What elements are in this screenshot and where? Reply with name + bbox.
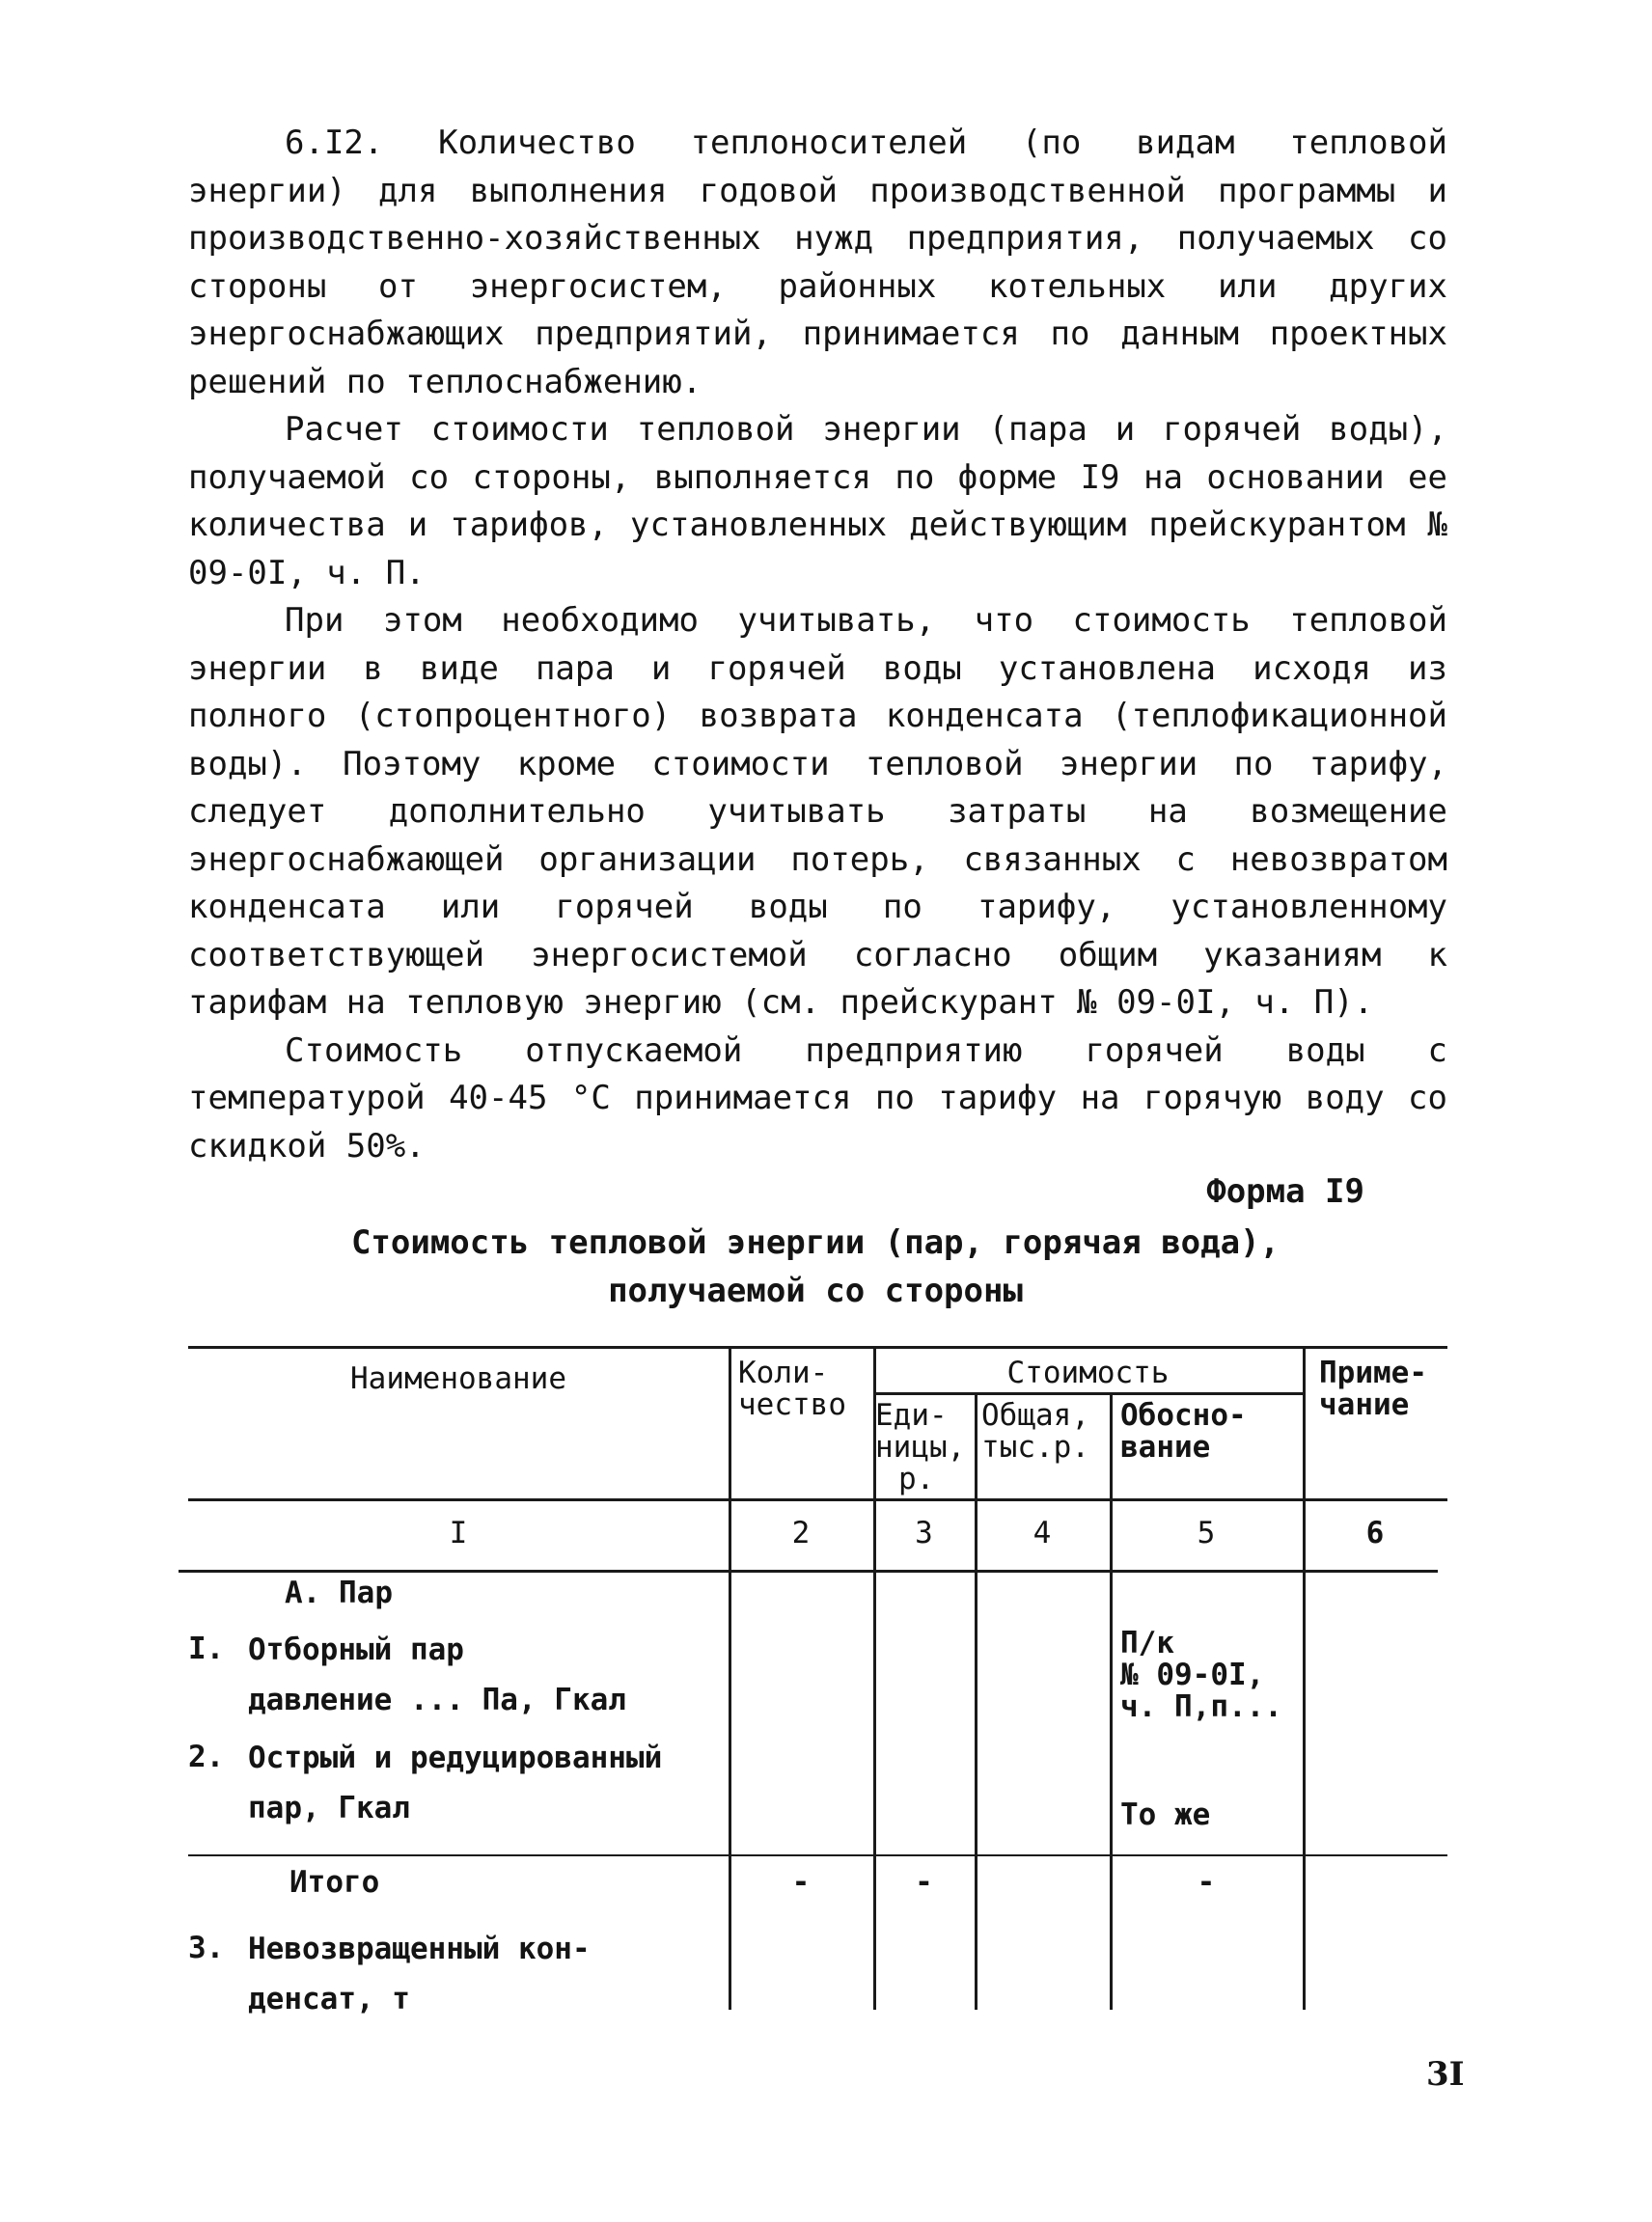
- header-qty: [738, 1358, 873, 1421]
- form-title: [328, 1219, 1303, 1315]
- header-bottom-rule: [188, 1498, 1447, 1501]
- header-total-line-1: Общая,: [981, 1398, 1089, 1433]
- row-1-basis-line-1: П/к: [1120, 1626, 1174, 1660]
- row-1-line-1: Отборный пар: [248, 1632, 464, 1667]
- row-1-name: [248, 1625, 726, 1725]
- row-2-basis: То же: [1120, 1797, 1211, 1832]
- total-dash-total-cost: -: [915, 1865, 933, 1900]
- col-number-6: 6: [1365, 1516, 1385, 1550]
- header-total-cost: [981, 1400, 1110, 1464]
- col-numbers-bottom-rule: [179, 1570, 1438, 1573]
- col-number-4: 4: [1032, 1516, 1052, 1550]
- body-text: [188, 120, 1447, 1170]
- row-1-basis: [1120, 1628, 1313, 1723]
- row-1-line-2: давление ... Па, Гкал: [248, 1683, 626, 1717]
- header-note: [1319, 1358, 1447, 1421]
- header-qty-line-1: Коли-: [738, 1356, 829, 1390]
- row-3-number: 3.: [188, 1931, 225, 1965]
- header-unit-cost: [875, 1400, 975, 1495]
- row-1-basis-line-2: № 09-0I,: [1120, 1658, 1265, 1692]
- col-number-5: 5: [1197, 1516, 1216, 1550]
- paragraph-6-12: 6.I2. Количество теплоносителей (по видам тепловой энергии) для выполнения годовой производственной программы и производственно-хозяйственных нужд предприятия, получаемых со стороны от энергосистем, районных котельных или других энергоснабжающих предприятий, принимается по данным проектных решений по теплоснабжению.: [188, 123, 1447, 401]
- form-title-line-2: получаемой со стороны: [608, 1272, 1023, 1310]
- row-1-number: I.: [188, 1632, 225, 1666]
- row-1-basis-line-3: ч. П,п...: [1120, 1689, 1282, 1724]
- section-a-steam: А. Пар: [285, 1576, 393, 1610]
- total-label: Итого: [289, 1865, 380, 1900]
- header-unit-line-1: Еди-: [875, 1398, 948, 1433]
- row-2-line-2: пар, Гкал: [248, 1791, 410, 1825]
- header-unit-line-3: р.: [898, 1462, 935, 1496]
- form-title-line-1: Стоимость тепловой энергии (пар, горячая вода),: [350, 1223, 1280, 1262]
- form-label: Форма I9: [1206, 1172, 1364, 1211]
- col-divider-1: [729, 1346, 731, 2010]
- row-3-line-2: денсат, т: [248, 1982, 410, 2016]
- row-2-line-1: Острый и редуцированный: [248, 1741, 663, 1775]
- col-divider-3: [975, 1392, 977, 2010]
- col-number-3: 3: [915, 1516, 933, 1550]
- header-unit-line-2: ницы,: [875, 1430, 966, 1465]
- page-number: 3I: [1426, 2055, 1465, 2094]
- row-2-name: [248, 1733, 726, 1833]
- col-divider-4: [1110, 1392, 1113, 2010]
- header-note-line-2: чание: [1319, 1387, 1410, 1422]
- table-top-rule: [188, 1346, 1447, 1349]
- paragraph-hot-water: Стоимость отпускаемой предприятию горячей воды с температурой 40-45 °С принимается по тарифу на горячую воду со скидкой 50%.: [188, 1030, 1447, 1166]
- paragraph-calculation: Расчет стоимости тепловой энергии (пара и горячей воды), получаемой со стороны, выполняется по форме I9 на основании ее количества и тарифов, установленных действующим прейскурантом № 09-0I, ч. П.: [188, 410, 1447, 592]
- header-basis: [1120, 1400, 1303, 1464]
- header-note-line-1: Приме-: [1319, 1356, 1427, 1390]
- header-basis-line-1: Обосно-: [1120, 1398, 1247, 1433]
- cost-table: [188, 1346, 1447, 2016]
- total-dash-basis: -: [1197, 1865, 1216, 1900]
- cost-subheader-rule: [873, 1392, 1303, 1395]
- total-dash-qty: -: [791, 1865, 811, 1900]
- header-total-line-2: тыс.р.: [981, 1430, 1089, 1465]
- paragraph-condensate: При этом необходимо учитывать, что стоимость тепловой энергии в виде пара и горячей воды установлена исходя из полного (стопроцентного) возврата конденсата (теплофикационной воды). Поэтому кроме стоимости тепловой энергии по тарифу, следует дополнительно учитывать затраты на возмещение энергоснабжающей организации потерь, связанных с невозвратом конденсата или горячей воды по тарифу, установленному соответствующей энергосистемой согласно общим указаниям к тарифам на тепловую энергию (см. прейскурант № 09-0I, ч. П).: [188, 601, 1447, 1022]
- row-3-line-1: Невозвращенный кон-: [248, 1932, 591, 1966]
- header-name: Наименование: [350, 1361, 566, 1396]
- row-3-name: [248, 1924, 726, 2024]
- header-cost: Стоимость: [1006, 1356, 1170, 1390]
- col-number-1: I: [449, 1516, 468, 1550]
- header-qty-line-2: чество: [738, 1387, 846, 1422]
- total-separator-rule: [188, 1854, 1447, 1856]
- col-number-2: 2: [791, 1516, 811, 1550]
- row-2-number: 2.: [188, 1740, 225, 1774]
- header-basis-line-2: вание: [1120, 1430, 1211, 1465]
